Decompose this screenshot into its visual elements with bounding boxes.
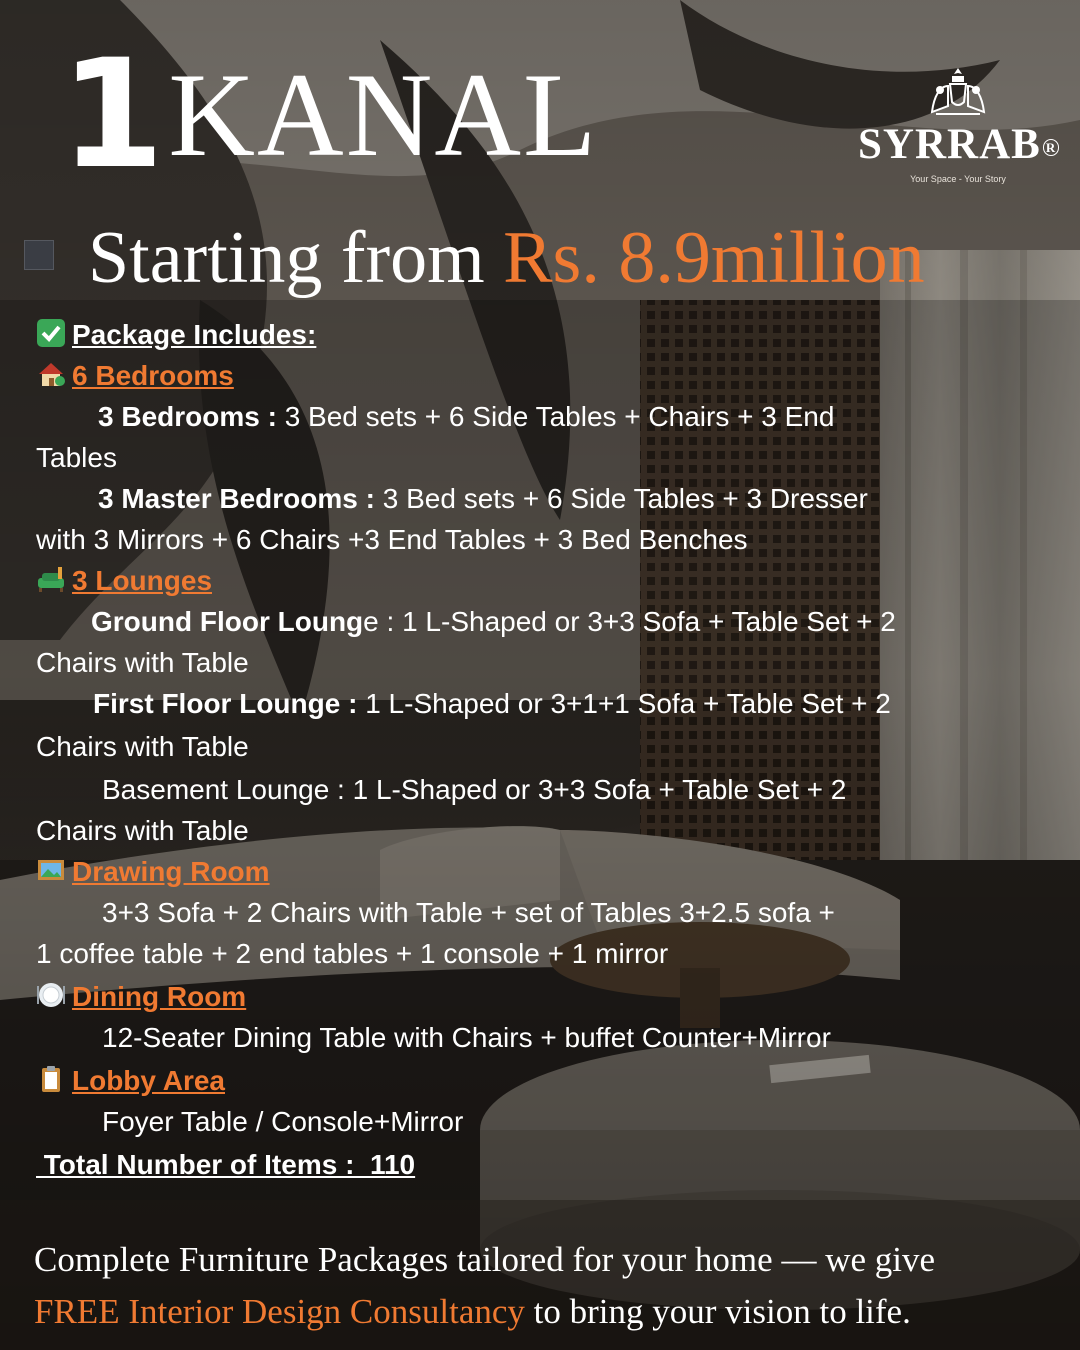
title-word: KANAL xyxy=(168,48,599,181)
subtitle-prefix: Starting from xyxy=(88,217,485,299)
brand-name: SYRRAB R xyxy=(858,122,1058,171)
total-items: Total Number of Items : 110 xyxy=(36,1149,416,1180)
dining-room-heading: Dining Room xyxy=(72,981,247,1012)
drawing-heading-line xyxy=(36,851,1036,892)
plate-icon xyxy=(36,980,66,1010)
bedrooms-heading-line xyxy=(36,355,1036,396)
lounges-heading-line xyxy=(36,560,1036,601)
footer-highlight: FREE Interior Design Consultancy xyxy=(34,1292,525,1331)
master-bedrooms-line-cont: with 3 Mirrors + 6 Chairs +3 End Tables + 3 Bed Benches xyxy=(36,524,748,555)
ground-floor-lounge-cont: Chairs with Table xyxy=(36,647,249,678)
framed-picture-icon xyxy=(36,855,66,885)
clipboard-icon xyxy=(36,1064,66,1094)
title-number: 1 xyxy=(60,28,161,202)
couch-icon xyxy=(36,564,66,594)
package-heading: Package Includes: xyxy=(72,319,317,350)
subtitle-price: Rs. 8.9million xyxy=(503,217,925,299)
bullet-square-icon xyxy=(24,240,54,270)
package-heading-line xyxy=(36,314,1036,355)
page-title xyxy=(60,30,598,200)
footer-line-1: Complete Furniture Packages tailored for your home — we give xyxy=(34,1240,936,1279)
house-icon xyxy=(36,359,66,389)
drawing-room-heading: Drawing Room xyxy=(72,856,270,887)
basement-lounge-cont: Chairs with Table xyxy=(36,815,249,846)
brand-logo xyxy=(858,66,1058,196)
master-bedrooms-line: 3 Master Bedrooms : 3 Bed sets + 6 Side Tables + 3 Dresser xyxy=(98,483,868,514)
drawing-room-line-2: 1 coffee table + 2 end tables + 1 console + 1 mirror xyxy=(36,938,669,969)
dining-heading-line xyxy=(36,976,1036,1017)
basement-lounge-line: Basement Lounge : 1 L-Shaped or 3+3 Sofa + Table Set + 2 xyxy=(102,774,847,805)
bedrooms-line-1: 3 Bedrooms : 3 Bed sets + 6 Side Tables + Chairs + 3 End xyxy=(98,401,835,432)
bedrooms-line-1-cont: Tables xyxy=(36,442,117,473)
lobby-heading-line xyxy=(36,1060,1036,1101)
subtitle xyxy=(88,208,925,308)
check-mark-icon xyxy=(36,318,66,348)
lobby-area-line-1: Foyer Table / Console+Mirror xyxy=(102,1106,464,1137)
dining-room-line-1: 12-Seater Dining Table with Chairs + buffet Counter+Mirror xyxy=(102,1022,831,1053)
brand-tagline: Your Space - Your Story xyxy=(910,174,1006,185)
drawing-room-line-1: 3+3 Sofa + 2 Chairs with Table + set of Tables 3+2.5 sofa + xyxy=(102,897,835,928)
first-floor-lounge-line: First Floor Lounge : 1 L-Shaped or 3+1+1 Sofa + Table Set + 2 xyxy=(93,688,891,719)
footer-line-2-rest: to bring your vision to life. xyxy=(524,1292,911,1331)
footer-line-2 xyxy=(34,1286,1064,1338)
lobby-area-heading: Lobby Area xyxy=(72,1065,225,1096)
footer-tagline xyxy=(34,1234,1064,1338)
package-list xyxy=(36,314,1036,1185)
lounges-heading: 3 Lounges xyxy=(72,565,213,596)
bedrooms-heading: 6 Bedrooms xyxy=(72,360,234,391)
registered-mark: R xyxy=(1043,139,1059,156)
first-floor-lounge-cont: Chairs with Table xyxy=(36,731,249,762)
ground-floor-lounge-line: Ground Floor Lounge : 1 L-Shaped or 3+3 Sofa + Table Set + 2 xyxy=(91,606,896,637)
lion-crest-icon xyxy=(926,66,990,120)
